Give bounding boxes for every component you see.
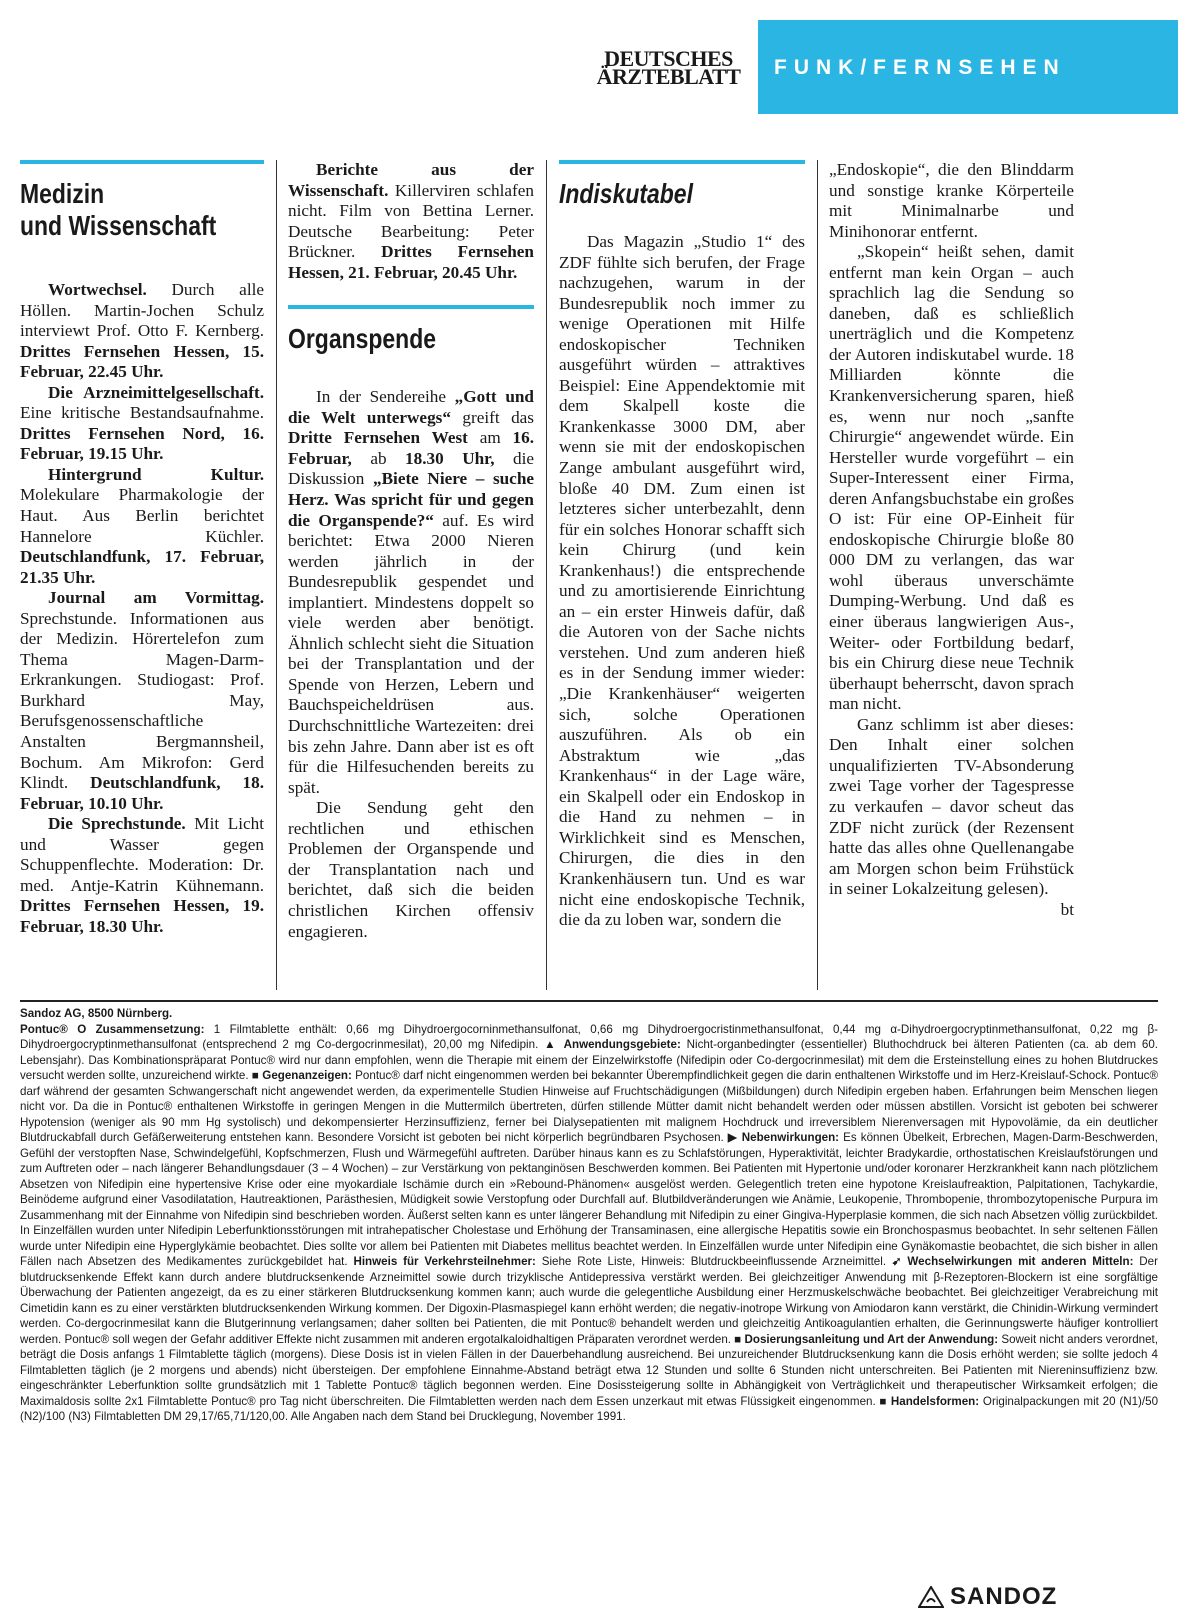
heading-rule [20,160,264,164]
column-medizin [20,160,264,938]
section-band [758,20,1178,114]
article-organspende-p1: In der Sendereihe „Gott und die Welt unterwegs“ greift das Dritte Fernsehen West am 16. Februar, ab 18.30 Uhr, die Diskussion „Biete Niere – suche Herz. Was spricht für und gegen die Organspende?“ auf. Es wird berichtet: Etwa 2000 Nieren werden jährlich in der Bundesrepublik gespendet und implantiert. Mindestens doppelt so viele werden aber benötigt. Ähnlich schlecht sieht die Situation bei der Transplantation und der Spende von Herzen, Lebern und Bauchspeicheldrüsen aus. Durchschnittliche Wartezeiten: drei bis zehn Jahre. Dann aber ist es oft für die Hilfesuchenden bereits zu spät. [288,387,535,797]
listing-arzneimittelgesellschaft: Die Arzneimittelgesellschaft. Eine kritische Bestandsaufnahme. Drittes Fernsehen Nord, 16. Februar, 19.15 Uhr. [20,382,264,464]
ad-separator [20,1000,1158,1002]
column-divider [546,160,547,990]
listing-sprechstunde: Die Sprechstunde. Mit Licht und Wasser gegen Schuppenflechte. Moderation: Dr. med. Antje-Katrin Kühnemann. Drittes Fernsehen Hessen, 19. Februar, 18.30 Uhr. [20,814,264,936]
masthead-line-1: DEUTSCHES [604,46,733,71]
listing-berichte: Berichte aus der Wissenschaft. Killerviren schlafen nicht. Film von Bettina Lerner. Deutsche Bearbeitung: Peter Brückner. Drittes Fernsehen Hessen, 21. Februar, 20.45 Uhr. [288,160,534,282]
heading-organspende: Organspende [288,323,436,355]
heading-indiskutabel: Indiskutabel [559,178,693,209]
masthead-line-2: ÄRZTEBLATT [596,64,741,89]
article-organspende-p2: Die Sendung geht den rechtlichen und ethischen Problemen der Organspende und der Transplantation nach und berichtet, daß sich die beiden christlichen Kirchen offensiv engagieren. [288,798,534,941]
sandoz-logo: SANDOZ [918,1583,1057,1611]
column-organspende [288,160,534,942]
article-indiskutabel-p4: Ganz schlimm ist aber dieses: Den Inhalt einer solchen unqualifizierten TV-Absonderung zwei Tage vorher der Tagespresse zu verkaufen – davor scheut das ZDF nicht zurück (der Rezensent hatte das alles ohne Quellenangabe am Morgen schon beim Frühstück in seiner Lokalzeitung gelesen). bt [829,714,1074,919]
pharma-ad-text: Sandoz AG, 8500 Nürnberg. Pontuc® O Zusammensetzung: 1 Filmtablette enthält: 0,66 mg Dihydroergocorninmethansulfonat, 0,66 mg Dihydroergocristinmethansulfonat, 0,44 mg α-Dihydroergocryptinmethansulfonat, 0,22 mg β-Dihydroergocryptinmethansulfonat (entsprechend 2 mg Co-dergocrinmesilat), 20,00 mg Nifedipin. ▲ Anwendungsgebiete: Nicht-organbedingter (essentieller) Bluthochdruck bei älteren Patienten (ca. ab dem 60. Lebensjahr). Das Kombinationspräparat Pontuc® wird nur dann empfohlen, wenn die Therapie mit einem der Einzelwirkstoffe (Nifedipin oder Co-dergocrinmesilat) mit dem die Ersteinstellung eines zu hohen Blutdruckes versucht werden sollte, unzureichend wirkte. ■ Gegenanzeigen: Pontuc® darf nicht eingenommen werden bei bekannter Überempfindlichkeit gegen die darin enthaltenen Wirkstoffe und im Herz-Kreislauf-Schock. Pontuc® darf während der gesamten Schwangerschaft nicht angewendet werden, da experimentelle Studien Hinweise auf Fruchtschädigungen (Mißbildungen) durch Nifedipin ergeben haben. Erfahrungen beim Menschen liegen nicht vor. Da die in Pontuc® enthaltenen Wirkstoffe in geringen Mengen in die Muttermilch übertreten, dürfen stillende Mütter damit nicht behandelt werden oder müssen abstillen. Vorsicht ist geboten bei schwerer Hypotension (weniger als 90 mm Hg systolisch) und dekompensierter Herzinsuffizienz, ferner bei Dialysepatienten mit malignem Hochdruck und irreversiblem Nierenversagen mit Hypovolämie, da ein deutlicher Blutdruckabfall durch Gefäßerweiterung entstehen kann. Besondere Vorsicht ist geboten bei nicht körperlich begründbaren Psychosen. ▶ Nebenwirkungen: Es können Übelkeit, Erbrechen, Magen-Darm-Beschwerden, Gefühl der verstopften Nase, Schwindelgefühl, Kopfschmerzen, Flush und Wärmegefühl auftreten. Darüber hinaus kann es zu Schlafstörungen, Hyperaktivität, leichter Bradykardie, orthostatischen Kreislaufstörungen und zum Auftreten oder – nach längerer Behandlungsdauer (3 – 4 Wochen) – zur Verstärkung von pektanginösen Beschwerden kommen. Bei Patienten mit Hypertonie und/oder koronarer Herzkrankheit kann nach plötzlichem Absetzen von Nifedipin eine hypertensive Krise oder eine myokardiale Ischämie durch ein »Rebound-Phänomen« ausgelöst werden. Gelegentlich treten eine hypotone Kreislaufreaktion, Palpitationen, Tachykardie, Beinödeme aufgrund einer Vasodilatation, Hautreaktionen, Parästhesien, Müdigkeit sowie Verstopfung oder Durchfall auf. Blutbildveränderungen wie Anämie, Leukopenie, Thrombopenie, thrombozytopenische Purpura im Zusammenhang mit der Einnahme von Nifedipin sind beschrieben worden. Äußerst selten kann es unter längerer Behandlung mit Nifedipin zu einer Gingiva-Hyperplasie kommen, die sich nach Absetzen völlig zurückbildet. In Einzelfällen wurden unter Nifedipin Leberfunktionsstörungen mit intrahepatischer Cholestase und Erhöhung der Transaminasen, eine allergische Hepatitis sowie ein Bronchospasmus beobachtet. In sehr seltenen Fällen wurde unter Nifedipin eine Hyperglykämie beobachtet. Dies sollte vor allem bei Patienten mit Diabetes mellitus beachtet werden. In Einzelfällen wurde unter Nifedipin eine Gynäkomastie beobachtet, die sich bisher in allen Fällen nach Absetzen des Medikamentes zurückgebildet hat. Hinweis für Verkehrsteilnehmer: Siehe Rote Liste, Hinweis: Blutdruckbeeinflussende Arzneimittel. ➹ Wechselwirkungen mit anderen Mitteln: Der blutdrucksenkende Effekt kann durch andere blutdrucksenkende Arzneimittel sowie durch trizyklische Antidepressiva verstärkt werden. Bei gleichzeitiger Anwendung mit β-Rezeptoren-Blockern ist eine sorgfältige Überwachung der Patienten angezeigt, da es zu einer stärkeren Blutdrucksenkung kommen kann; auch wurde die gelegentliche Ausbildung einer Herzmuskelschwäche beobachtet. Bei gleichzeitiger Verabreichung mit Cimetidin kann es zu einer verstärkten blutdrucksenkenden Wirkung kommen. Der Digoxin-Plasmaspiegel kann erhöht werden; die negativ-inotrope Wirkung von Amiodaron kann verstärkt, die Chinidin-Wirkung vermindert werden. Co-dergocrinmesilat kann die Blutgerinnung verlangsamen; daher sollten bei Patienten, die mit Pontuc® behandelt werden und gleichzeitig Antikoagulantien erhalten, die Gerinnungswerte häufiger kontrolliert werden. Pontuc® soll wegen der Gefahr additiver Effekte nicht zusammen mit anderen ergotalkaloidhaltigen Präparaten verordnet werden. ■ Dosierungsanleitung und Art der Anwendung: Soweit nicht anders verordnet, beträgt die Dosis anfangs 1 Filmtablette täglich (morgens). Diese Dosis ist in vielen Fällen in der Dauerbehandlung ausreichend. Bei unzureichender Blutdrucksenkung kann die Dosis erhöht werden; sie sollte jedoch 4 Filmtabletten täglich (je 2 morgens und abends) nicht übersteigen. Der empfohlene Einnahme-Abstand beträgt etwa 12 Stunden und sollte 6 Stunden nicht unterschreiten. Bei Patienten mit Niereninsuffizienz bzw. eingeschränkter Leberfunktion sollte grundsätzlich mit 1 Tablette Pontuc® täglich begonnen werden. Eine Dosissteigerung sollte in Abhängigkeit von Verträglichkeit und therapeutischer Wirksamkeit erfolgen; die Maximaldosis sollte 2x1 Filmtablette Pontuc® pro Tag nicht überschreiten. Die Filmtabletten werden nach dem Essen unzerkaut mit etwas Flüssigkeit eingenommen. ■ Handelsformen: Originalpackungen mit 20 (N1)/50 (N2)/100 (N3) Filmtabletten DM 29,17/65,71/120,00. Alle Angaben nach dem Stand bei Drucklegung, November 1991. [20,1007,1159,1423]
listing-wortwechsel: Wortwechsel. Durch alle Höllen. Martin-Jochen Schulz interviewt Prof. Otto F. Kernberg. Drittes Fernsehen Hessen, 15. Februar, 22.45 Uhr. [20,280,264,382]
article-indiskutabel-p1: Das Magazin „Studio 1“ des ZDF fühlte sich berufen, der Frage nachzugehen, warum in der Bundesrepublik noch immer zu wenige Operationen mit Hilfe endoskopischer Techniken ausgeführt würden – attraktives Beispiel: Eine Appendektomie mit dem Skalpell koste die Krankenkasse 3000 DM, aber wenn sie mit der endoskopischen Zange ambulant ausgeführt wird, bloße 40 DM. Zum einen ist letzteres sicher unterbezahlt, denn für ein solches Honorar schafft sich kein Chirurg (und kein Krankenhaus!) die entsprechende und zu amortisierende Einrichtung an – ein erster Hinweis dafür, daß die Autoren von der Sache nichts verstehen. Und zum anderen hieß es in der Sendung immer wieder: „Die Krankenhäuser“ weigerten sich, solche Operationen auszuführen. Als ob ein Abstraktum wie „das Krankenhaus“ in der Lage wäre, ein Skalpell oder ein Endoskop in die Hand zu nehmen – in Wirklichkeit sind es Menschen, Chirurgen, die dies in den Krankenhäusern tun. Und es war nicht eine endoskopische Technik, die da zu loben war, sondern die [559,232,805,930]
column-divider [817,160,818,990]
column-indiskutabel-cont [829,160,1074,920]
column-indiskutabel [559,160,805,931]
heading-rule [288,305,534,309]
column-divider [276,160,277,990]
listing-hintergrund-kultur: Hintergrund Kultur. Molekulare Pharmakologie der Haut. Aus Berlin berichtet Hannelore Küchler. Deutschlandfunk, 17. Februar, 21.35 Uhr. [20,464,264,587]
ad-company: Sandoz AG, 8500 Nürnberg. [20,1007,173,1020]
masthead-logo [581,46,756,89]
sandoz-triangle-icon [918,1586,944,1608]
author-signature: bt [1060,899,1074,919]
listing-journal: Journal am Vormittag. Sprechstunde. Informationen aus der Medizin. Hörertelefon zum Thema Magen-Darm-Erkrankungen. Studiogast: Prof. Burkhard May, Berufsgenossenschaftliche Anstalten Bergmannsheil, Bochum. Am Mikrofon: Gerd Klindt. Deutschlandfunk, 18. Februar, 10.10 Uhr. [20,588,264,813]
section-label: FUNK/FERNSEHEN [774,56,1066,79]
heading-medizin: Medizin und Wissenschaft [20,178,217,241]
heading-rule [559,160,805,164]
article-indiskutabel-p3: „Skopein“ heißt sehen, damit entfernt man kein Organ – auch sprachlich lag die Sendung so daneben, daß es schließlich unerträglich und die Kompetenz der Autoren indiskutabel wurde. 18 Milliarden könnte die Krankenversicherung sparen, hieß es, wenn nur noch „sanfte Chirurgie“ angewendet würde. Ein Hersteller wurde vorgeführt – ein Super-Interessent einer Firma, deren Anfangsbuchstabe ein großes O ist: Für eine OP-Einheit für endoskopische Chirurgie bloße 80 000 DM zu verlangen, das war wohl überaus unverschämte Dumping-Werbung. Und daß es einer überaus langwierigen Aus-, Weiter- oder Fortbildung bedarf, bis ein Chirurg diese neue Technik überhaupt beherrscht, davon sprach man nicht. [829,242,1074,714]
article-indiskutabel-p2: „Endoskopie“, die den Blinddarm und sonstige kranke Körperteile mit Minimalnarbe und Minihonorar entfernt. [829,160,1074,241]
